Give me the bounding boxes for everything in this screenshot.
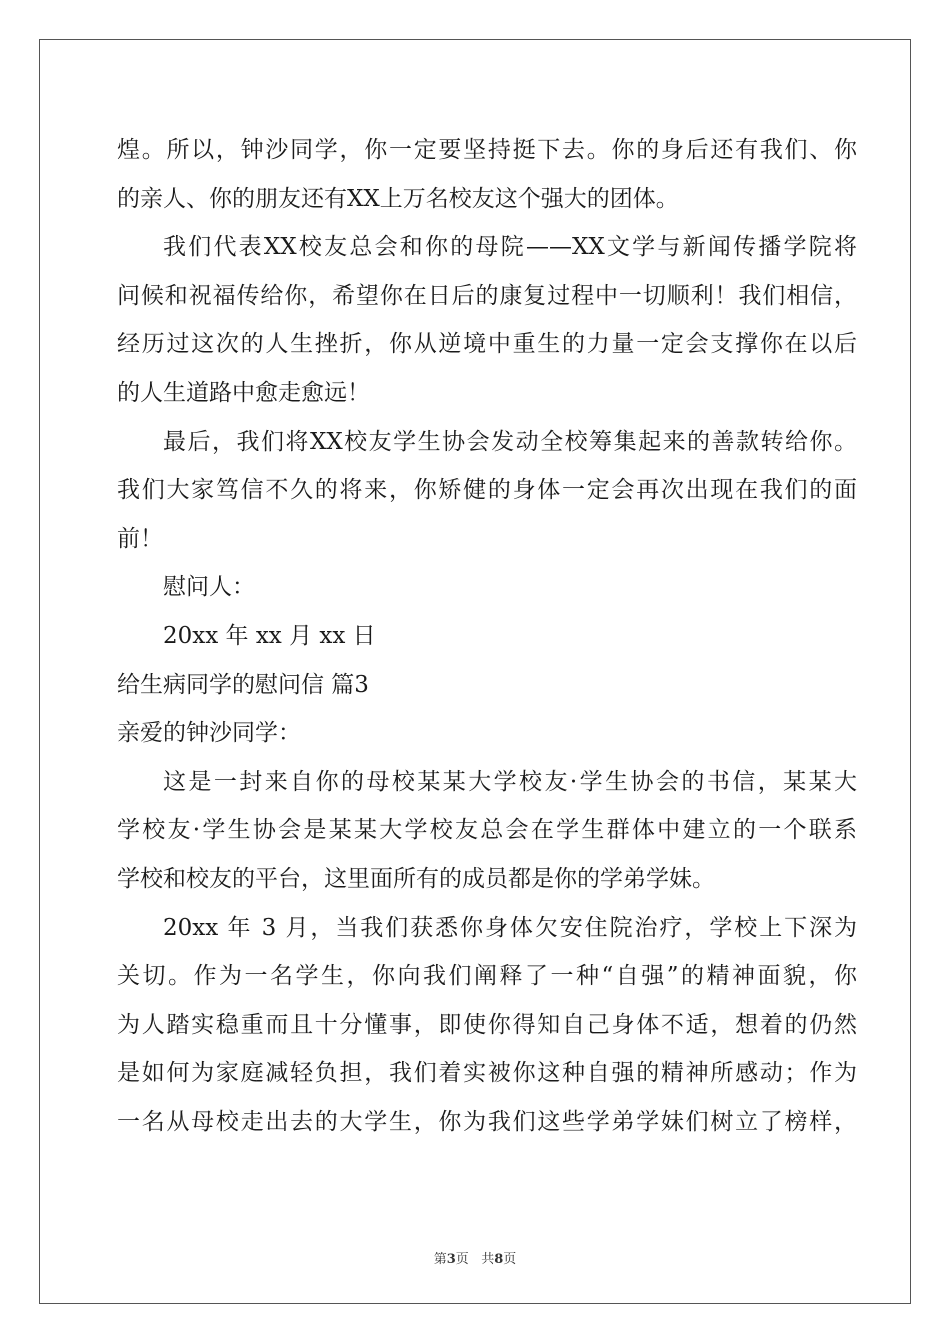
paragraph-line: 关切。作为一名学生，你向我们阐释了一种“自强”的精神面貌，你: [117, 963, 857, 990]
paragraph-line: 前！: [117, 525, 163, 552]
document-body: [117, 126, 857, 1146]
paragraph-line: 最后，我们将XX校友学生协会发动全校筹集起来的善款转给你。: [163, 428, 857, 455]
paragraph-line: 的亲人、你的朋友还有XX上万名校友这个强大的团体。: [117, 185, 679, 212]
paragraph-line: 是如何为家庭减轻负担，我们着实被你这种自强的精神所感动；作为: [117, 1060, 857, 1087]
total-prefix: 共: [481, 1252, 495, 1267]
total-suffix: 页: [503, 1252, 517, 1267]
page-number: 3: [446, 1252, 456, 1267]
paragraph-line: 一名从母校走出去的大学生，你为我们这些学弟学妹们树立了榜样，: [117, 1108, 857, 1135]
page-label-suffix: 页: [455, 1252, 469, 1267]
paragraph-line: 经历过这次的人生挫折，你从逆境中重生的力量一定会支撑你在以后: [117, 331, 857, 358]
paragraph-line: 这是一封来自你的母校某某大学校友·学生协会的书信，某某大: [163, 768, 857, 795]
salutation: 亲爱的钟沙同学：: [117, 720, 301, 747]
total-pages: 8: [494, 1252, 504, 1267]
paragraph-line: 的人生道路中愈走愈远！: [117, 379, 370, 406]
signature-label: 慰问人：: [163, 574, 255, 601]
paragraph-line: 我们大家笃信不久的将来，你矫健的身体一定会再次出现在我们的面: [117, 477, 857, 504]
paragraph-line: 学校友·学生协会是某某大学校友总会在学生群体中建立的一个联系: [117, 817, 857, 844]
page-footer: [0, 1248, 950, 1267]
section-title: 给生病同学的慰问信 篇3: [117, 671, 369, 698]
page-label-prefix: 第: [433, 1252, 447, 1267]
paragraph-line: 问候和祝福传给你，希望你在日后的康复过程中一切顺利！我们相信，: [117, 282, 857, 309]
paragraph-line: 学校和校友的平台，这里面所有的成员都是你的学弟学妹。: [117, 865, 715, 892]
paragraph-line: 煌。所以，钟沙同学，你一定要坚持挺下去。你的身后还有我们、你: [117, 137, 857, 163]
paragraph-line: 我们代表XX校友总会和你的母院——XX文学与新闻传播学院将: [163, 234, 857, 261]
date-line: 20xx 年 xx 月 xx 日: [163, 622, 376, 649]
paragraph-line: 为人踏实稳重而且十分懂事，即使你得知自己身体不适，想着的仍然: [117, 1011, 857, 1038]
paragraph-line: 20xx 年 3 月，当我们获悉你身体欠安住院治疗，学校上下深为: [163, 914, 857, 941]
